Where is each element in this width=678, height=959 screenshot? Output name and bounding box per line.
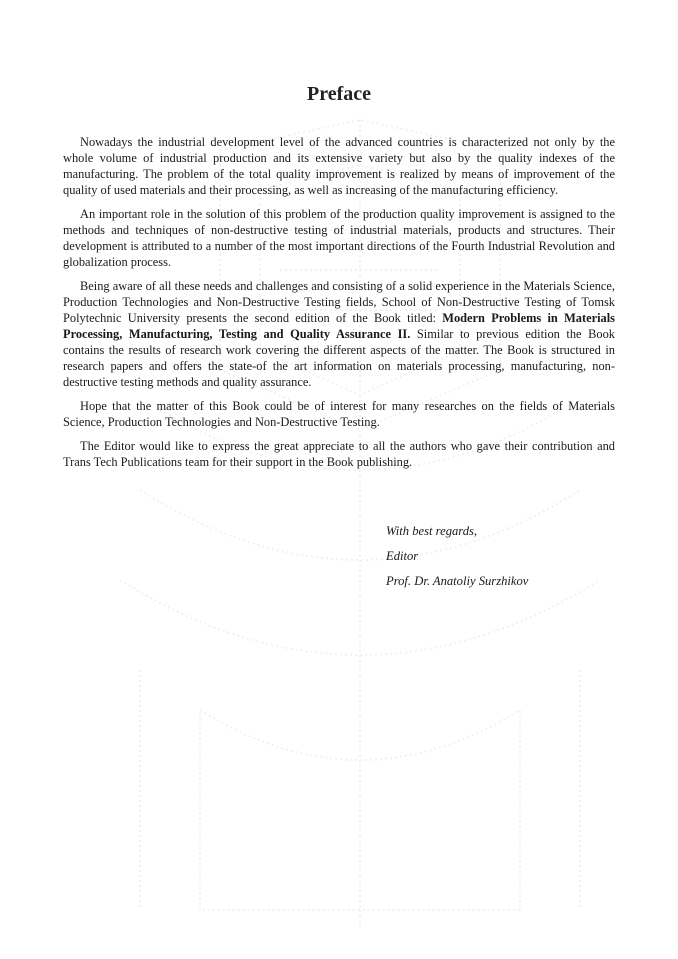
paragraph-1: Nowadays the industrial development level of the advanced countries is characterized not only by the whole volume of industrial production and its extensive variety but also by the quality indexes of the manufacturing. The problem of the total quality improvement is realized by means of improvement of the quality of used materials and their processing, as well as increasing of the manufacturing efficiency. (63, 135, 615, 197)
preface-page (63, 80, 615, 478)
paragraph-5: The Editor would like to express the great appreciate to all the authors who gave their contribution and Trans Tech Publications team for their support in the Book publishing. (63, 439, 615, 469)
book-title: Modern Problems in Materials Processing, Manufacturing, Testing and Quality Assurance II. (63, 311, 616, 341)
paragraph-2: An important role in the solution of this problem of the production quality improvement is assigned to the methods and techniques of non-destructive testing of industrial materials, products and structures. Their development is attributed to a number of the most important directions of the Fourth Industrial Revolution and globalization process. (63, 207, 615, 269)
preface-body (63, 134, 615, 470)
paragraph-4: Hope that the matter of this Book could be of interest for many researches on the fields of Materials Science, Production Technologies and Non-Destructive Testing. (63, 399, 615, 429)
page-title: Preface (306, 83, 372, 105)
signature-name: Prof. Dr. Anatoliy Surzhikov (386, 574, 529, 588)
paragraph-3-intro: Being aware of all these needs and challenges and consisting of a solid experience in the Materials Science, Production Technologies and Non-Destructive Testing fields, School of Non-Destructive Testing of Tomsk Polytechnic University presents the second edition of the Book titled: (63, 279, 615, 325)
paragraph-3 (63, 278, 615, 390)
paragraph-3-rest: Similar to previous edition the Book contains the results of research work covering the different aspects of the matter. The Book is structured in research papers and offers the state-of the art information on materials processing, manufacturing, non-destructive testing methods and quality assurance. (63, 327, 615, 389)
signature-closing: With best regards, (386, 524, 478, 538)
signature-block (386, 522, 528, 597)
signature-role: Editor (386, 549, 419, 563)
